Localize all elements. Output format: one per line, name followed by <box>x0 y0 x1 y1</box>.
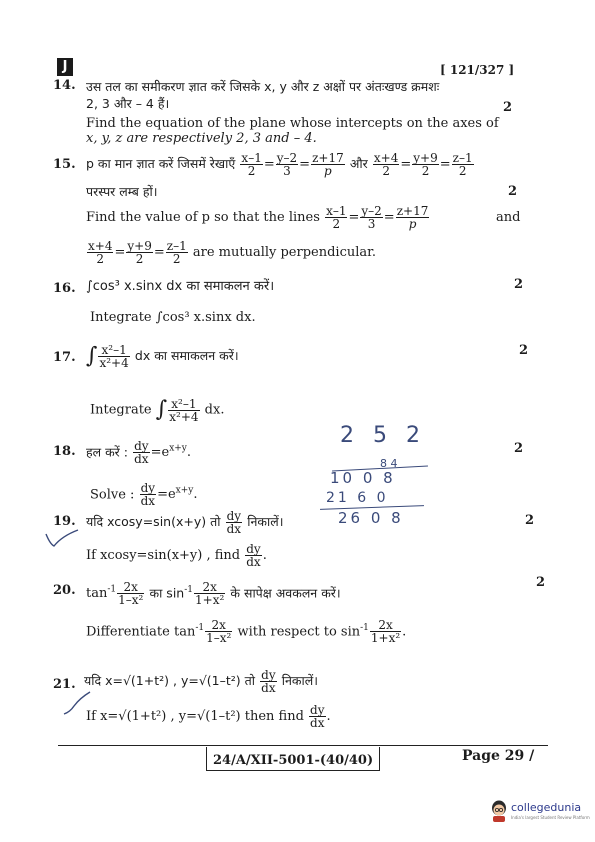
fraction: $\frac{dy}{dx}$ <box>310 703 325 730</box>
paper-code: [ 121/327 ] <box>440 63 515 77</box>
student-avatar-icon <box>489 799 509 823</box>
fraction: $\frac{z+17}{p}$ <box>396 204 429 231</box>
question-number: 17. <box>53 350 76 365</box>
fraction: $\frac{2x}{\text{1–x²}}$ <box>206 618 232 646</box>
question-hindi: ∫cos³ x.sinx dx का समाकलन करें। <box>86 279 275 294</box>
question-english: and <box>496 210 521 225</box>
question-number: 19. <box>53 514 76 529</box>
question-english: Differentiate tan <box>86 624 196 640</box>
question-hindi-line: $\tan^{-1}$ $\frac{2x}{\text{1–x²}}$ का $\sin^{-1}$ $\frac{2x}{\text{1+x²}}$ के सापेक्ष अवकलन करें। <box>86 580 341 608</box>
question-hindi: p का मान ज्ञात करें जिसमें रेखाएँ <box>86 156 236 171</box>
question-english: Integrate ∫cos³ x.sinx dx. <box>90 310 256 325</box>
fraction: $\frac{x+4}{2}$ <box>373 151 399 178</box>
integral-sign: ∫ <box>155 397 168 422</box>
question-marks: 2 <box>503 100 513 115</box>
question-number: 20. <box>53 583 76 598</box>
fraction: $\frac{dy}{dx}$ <box>261 668 276 695</box>
footer-code: 24/A/XII-5001-(40/40) <box>213 753 374 768</box>
question-english: Find the equation of the plane whose intercepts on the axes of <box>86 116 499 131</box>
fraction: $\frac{y-2}{3}$ <box>361 204 382 231</box>
question-number: 21. <box>53 677 76 692</box>
fraction: $\frac{2x}{\text{1+x²}}$ <box>195 580 225 608</box>
fraction: $\frac{y-2}{3}$ <box>276 151 298 178</box>
question-hindi: निकालें। <box>247 514 284 529</box>
pencil-note: 26 0 8 <box>338 509 404 527</box>
fraction: $\frac{\text{x²–1}}{\text{x²+4}}$ <box>99 343 129 370</box>
fraction: $\frac{2x}{\text{1+x²}}$ <box>370 618 401 646</box>
fraction: $\frac{dy}{dx}$ <box>226 509 242 536</box>
question-english: with respect to sin <box>237 624 361 640</box>
fraction: $\frac{2x}{\text{1–x²}}$ <box>118 580 144 608</box>
question-english: are mutually perpendicular. <box>192 245 377 260</box>
question-hindi: यदि xcosy=sin(x+y) तो <box>86 514 221 529</box>
fraction: $\frac{y+9}{2}$ <box>127 239 152 266</box>
fraction: $\frac{z-1}{2}$ <box>452 151 473 178</box>
fraction: $\frac{x-1}{2}$ <box>326 204 347 231</box>
question-english-line: If x=√(1+t²) , y=√(1–t²) then find $\frac{dy}{dx}$ . <box>86 703 331 730</box>
fraction: $\frac{\text{x²–1}}{\text{x²+4}}$ <box>169 396 199 424</box>
question-marks: 2 <box>514 277 524 292</box>
question-hindi: निकालें। <box>281 673 318 688</box>
fraction: $\frac{z+17}{p}$ <box>312 151 344 178</box>
integral-sign: ∫ <box>86 343 98 369</box>
question-english-line: Solve : $\frac{dy}{dx}$ $=e^{x+y}$. <box>90 481 198 509</box>
pencil-note: 2 5 2 <box>340 423 426 448</box>
question-english-line: $\frac{x+4}{2}$ = $\frac{y+9}{2}$ = $\frac{z-1}{2}$ are mutually perpendicular. <box>88 239 377 266</box>
check-mark-icon <box>44 528 80 548</box>
footer-rule <box>58 745 548 746</box>
question-hindi: यदि x=√(1+t²) , y=√(1–t²) तो <box>84 673 255 688</box>
question-english-line: Find the value of p so that the lines $\frac{x-1}{2}$ = $\frac{y-2}{3}$ = $\frac{z+17}{p}$ <box>86 204 429 231</box>
question-number: 15. <box>53 157 76 172</box>
watermark-tagline: India's largest Student Review Platform <box>511 815 590 820</box>
set-badge: J <box>57 58 73 76</box>
question-hindi: 2, 3 और – 4 हैं। <box>86 96 170 111</box>
fraction: $\frac{x+4}{2}$ <box>88 239 113 266</box>
fraction: $\frac{dy}{dx}$ <box>140 481 156 509</box>
question-hindi: हल करें : <box>86 444 128 460</box>
question-number: 18. <box>53 444 76 459</box>
watermark-brand: collegedunia <box>511 801 582 814</box>
question-english-line: If xcosy=sin(x+y) , find $\frac{dy}{dx}$ . <box>86 542 267 569</box>
fraction: $\frac{dy}{dx}$ <box>246 542 261 569</box>
fraction: $\frac{y+9}{2}$ <box>413 151 438 178</box>
question-number: 14. <box>53 78 76 93</box>
question-english: Integrate <box>90 402 152 418</box>
question-hindi-line: p का मान ज्ञात करें जिसमें रेखाएँ $\frac{x-1}{2}$ = $\frac{y-2}{3}$ = $\frac{z+17}{p}$ और $\frac{x+4}{2}$ = $\frac{y+9}{2}$ = $\frac{z-1}{2}$ <box>86 151 473 178</box>
question-english: Find the value of p so that the lines <box>86 210 320 225</box>
question-hindi: उस तल का समीकरण ज्ञात करें जिसके x, y और z अक्षों पर अंतःखण्ड क्रमशः <box>86 79 440 94</box>
collegedunia-logo <box>489 799 509 827</box>
question-marks: 2 <box>508 184 518 199</box>
question-english-line <box>90 390 224 431</box>
fraction: $\frac{z-1}{2}$ <box>166 239 187 266</box>
footer-code-box <box>206 747 380 771</box>
question-hindi: और <box>349 156 368 171</box>
question-hindi: dx का समाकलन करें। <box>134 348 239 363</box>
question-english-line: Differentiate $\tan^{-1}$ $\frac{2x}{\text{1–x²}}$ with respect to $\sin^{-1}$ $\frac{2x}{\text{1+x²}}$ . <box>86 618 407 646</box>
fraction: $\frac{x-1}{2}$ <box>241 151 262 178</box>
pencil-note: 21 6 0 <box>326 490 389 506</box>
question-english: If x=√(1+t²) , y=√(1–t²) then find <box>86 709 304 724</box>
question-marks: 2 <box>514 441 524 456</box>
question-hindi: का sin <box>149 585 185 601</box>
question-hindi: परस्पर लम्ब हों। <box>86 184 158 199</box>
question-hindi-line <box>86 505 283 540</box>
question-english: dx. <box>204 402 225 418</box>
pencil-check-mark <box>44 528 80 552</box>
question-english: Solve : <box>90 487 135 503</box>
question-hindi-line <box>84 664 318 699</box>
question-english: If xcosy=sin(x+y) , find <box>86 548 241 563</box>
question-hindi-line: हल करें : $\frac{dy}{dx}$ $=e^{x+y}$. <box>86 439 192 467</box>
question-hindi-line <box>86 336 239 377</box>
question-hindi: के सापेक्ष अवकलन करें। <box>230 585 341 601</box>
fraction: $\frac{dy}{dx}$ <box>134 439 149 467</box>
question-marks: 2 <box>525 513 535 528</box>
question-marks: 2 <box>536 575 546 590</box>
pencil-note: 10 0 8 <box>330 469 396 487</box>
page-number: Page 29 / <box>462 748 535 764</box>
pencil-note: 8 4 <box>380 457 398 470</box>
question-number: 16. <box>53 281 76 296</box>
question-english: x, y, z are respectively 2, 3 and – 4. <box>86 131 317 146</box>
question-marks: 2 <box>519 343 529 358</box>
